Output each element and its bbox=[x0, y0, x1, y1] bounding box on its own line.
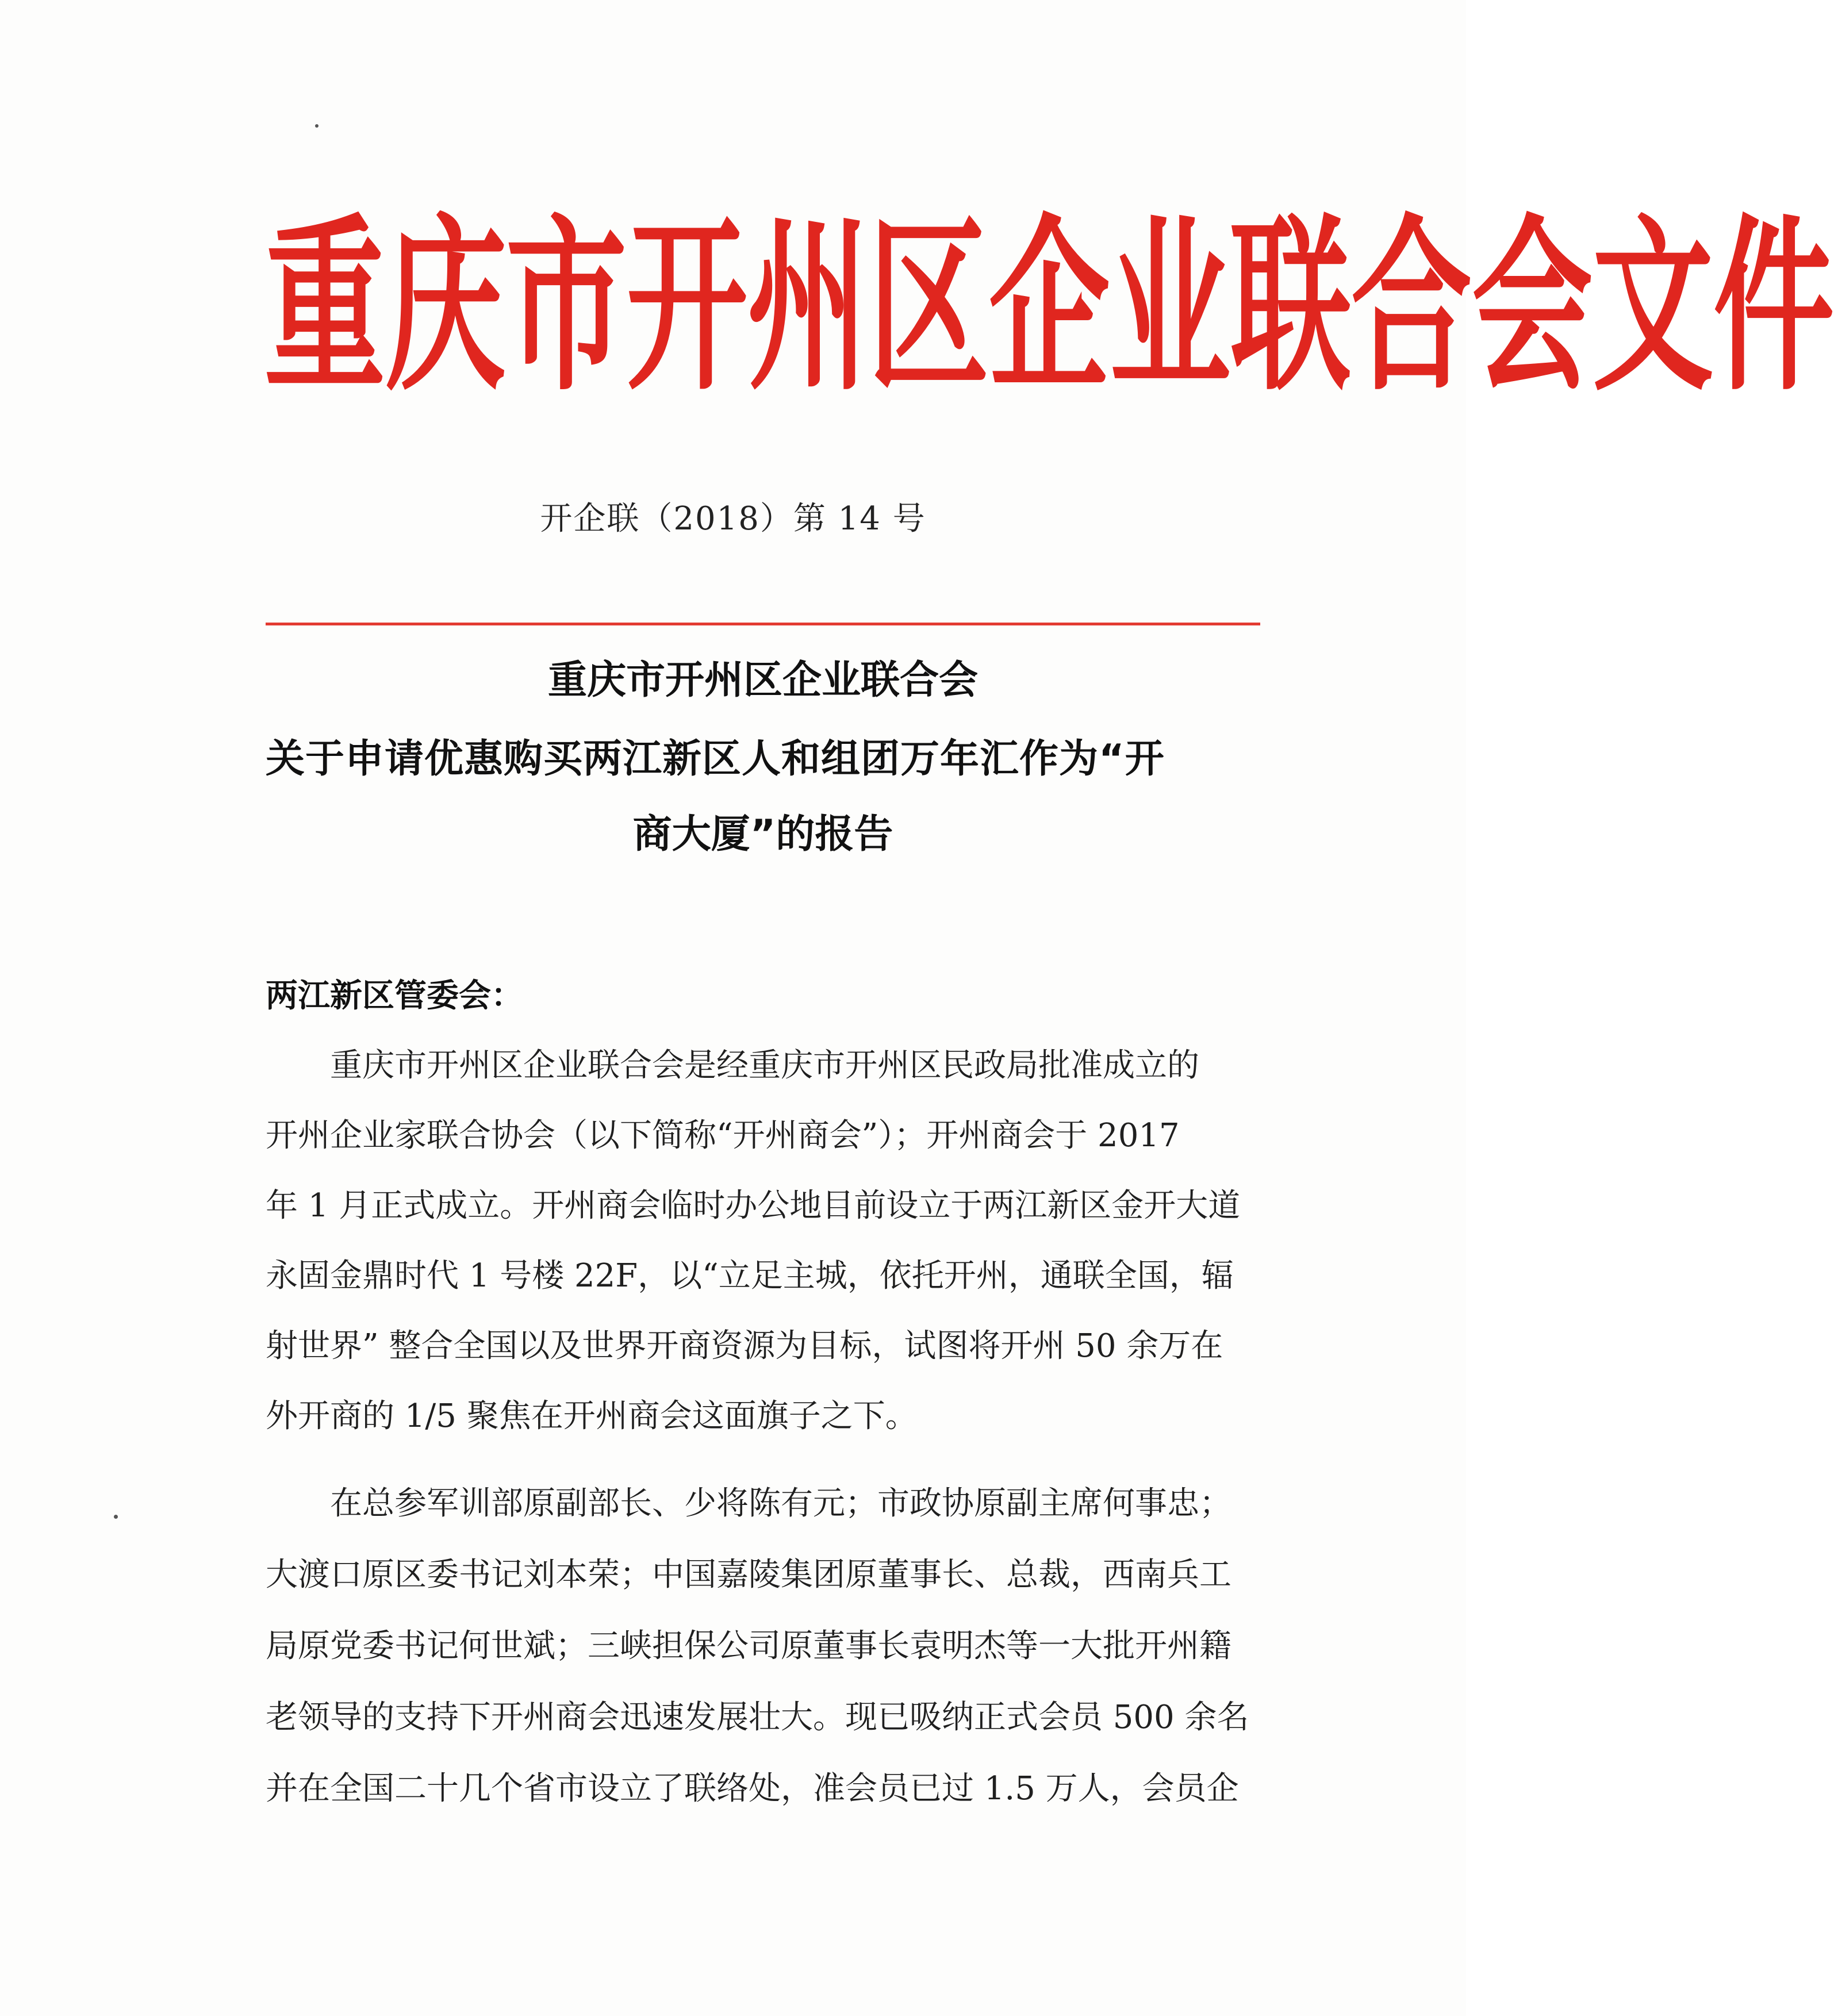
body-text-line: 并在全国二十几个省市设立了联络处，准会员已过 1.5 万人，会员企 bbox=[266, 1770, 1239, 1807]
masthead-char: 联 bbox=[1230, 198, 1352, 417]
body-text-line: 年 1 月正式成立。开州商会临时办公地目前设立于两江新区金开大道 bbox=[266, 1187, 1241, 1224]
masthead-char: 开 bbox=[627, 198, 748, 417]
masthead-char: 庆 bbox=[385, 198, 507, 417]
body-text-line: 永固金鼎时代 1 号楼 22F，以“立足主城，依托开州，通联全国，辐 bbox=[266, 1257, 1234, 1295]
body-text-line: 射世界” 整合全国以及世界开商资源为目标，试图将开州 50 余万在 bbox=[266, 1327, 1223, 1365]
masthead-char: 业 bbox=[1110, 198, 1231, 417]
document-number: 开企联（2018）第 14 号 bbox=[540, 500, 926, 537]
body-text-line: 重庆市开州区企业联合会是经重庆市开州区民政局批准成立的 bbox=[330, 1047, 1199, 1084]
scan-speck bbox=[315, 124, 319, 128]
body-text-line: 外开商的 1/5 聚焦在开州商会这面旗子之下。 bbox=[266, 1397, 918, 1435]
masthead-char: 会 bbox=[1472, 198, 1593, 417]
red-divider-line bbox=[266, 623, 1260, 625]
masthead-char: 企 bbox=[989, 198, 1110, 417]
masthead-char: 市 bbox=[506, 198, 627, 417]
masthead-char: 合 bbox=[1351, 198, 1472, 417]
report-title-line-2: 关于申请优惠购买两江新区人和组团万年汇作为“开 bbox=[266, 736, 1165, 782]
masthead-char: 州 bbox=[747, 198, 869, 417]
masthead-char: 件 bbox=[1713, 198, 1834, 417]
body-text-line: 开州企业家联合协会（以下简称“开州商会”）；开州商会于 2017 bbox=[266, 1117, 1180, 1154]
body-text-line: 老领导的支持下开州商会迅速发展壮大。现已吸纳正式会员 500 余名 bbox=[266, 1699, 1249, 1736]
body-text-line: 在总参军训部原副部长、少将陈有元；市政协原副主席何事忠； bbox=[330, 1485, 1231, 1522]
report-title-line-3: 商大厦”的报告 bbox=[632, 812, 893, 857]
body-text-line: 大渡口原区委书记刘本荣；中国嘉陵集团原董事长、总裁，西南兵工 bbox=[266, 1556, 1231, 1593]
report-title-line-1: 重庆市开州区企业联合会 bbox=[547, 658, 978, 703]
masthead-char: 重 bbox=[264, 198, 386, 417]
scan-speck bbox=[114, 1515, 118, 1519]
salutation: 两江新区管委会： bbox=[266, 977, 523, 1015]
body-text-line: 局原党委书记何世斌；三峡担保公司原董事长袁明杰等一大批开州籍 bbox=[266, 1627, 1231, 1665]
masthead-char: 区 bbox=[868, 198, 989, 417]
masthead-char: 文 bbox=[1593, 198, 1714, 417]
masthead-title bbox=[264, 198, 1834, 417]
